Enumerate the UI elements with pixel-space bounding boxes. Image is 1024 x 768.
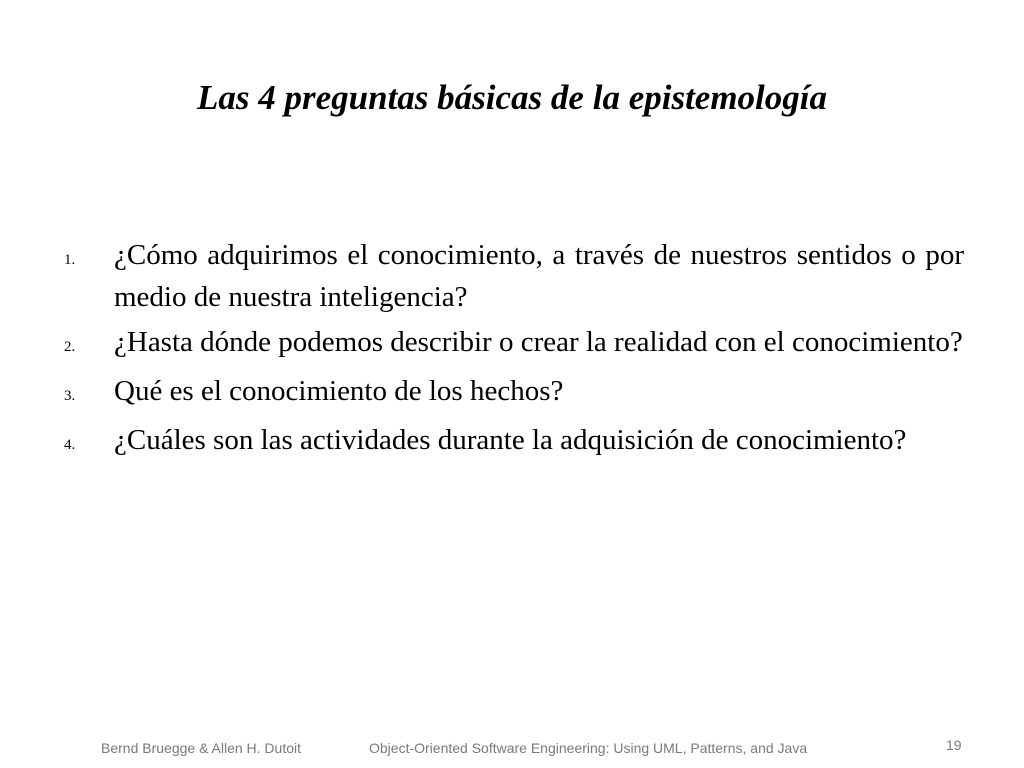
slide-title: Las 4 preguntas básicas de la epistemología <box>197 78 827 117</box>
question-list <box>64 234 964 468</box>
footer-book-title: Object-Oriented Software Engineering: Using UML, Patterns, and Java <box>369 740 808 756</box>
item-text: Qué es el conocimiento de los hechos? <box>114 375 564 407</box>
item-text: ¿Cuáles son las actividades durante la adquisición de conocimiento? <box>114 424 907 456</box>
item-number: 3. <box>64 388 76 404</box>
item-number: 2. <box>64 339 76 355</box>
list-item <box>64 419 964 465</box>
list-item <box>64 321 964 367</box>
item-text: ¿Cómo adquirimos el conocimiento, a través de nuestros sentidos o por medio de nuestra inteligencia? <box>114 239 964 313</box>
list-item <box>64 234 964 318</box>
list-item <box>64 370 964 416</box>
item-number: 4. <box>64 437 76 453</box>
item-text: ¿Hasta dónde podemos describir o crear la realidad con el conocimiento? <box>114 326 963 358</box>
item-number: 1. <box>64 252 76 268</box>
footer-authors: Bernd Bruegge & Allen H. Dutoit <box>101 740 302 756</box>
slide-number: 19 <box>946 737 962 753</box>
